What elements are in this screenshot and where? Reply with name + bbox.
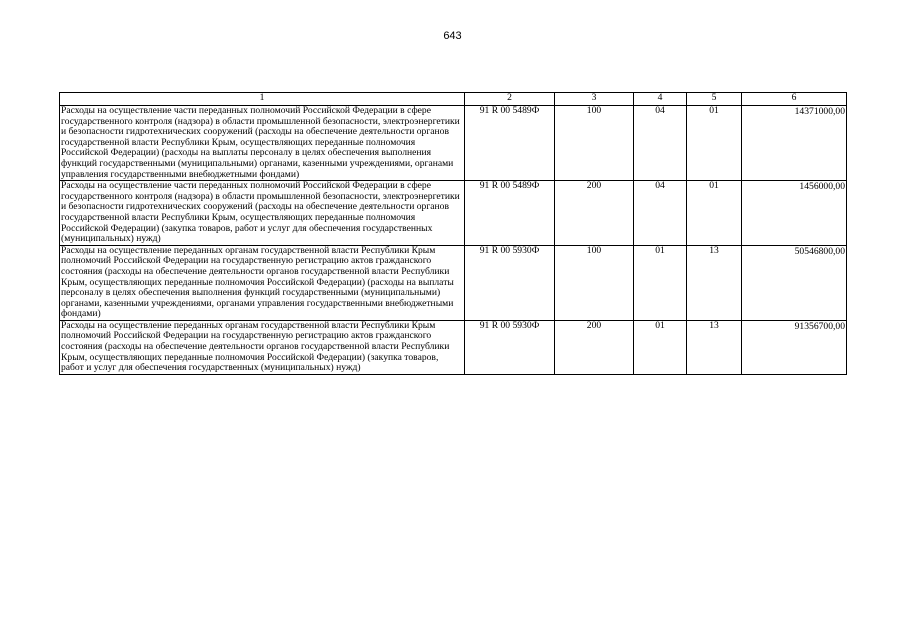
- row-amount-cell: [742, 181, 847, 246]
- budget-table: [59, 92, 847, 375]
- column-header-5: 5: [687, 93, 742, 106]
- table-row: [60, 245, 847, 320]
- row-code: 91 R 00 5930Ф: [465, 245, 555, 320]
- table-row: [60, 106, 847, 181]
- header-row: [60, 93, 847, 106]
- row-col3: 100: [555, 106, 634, 181]
- row-col3: 200: [555, 320, 634, 374]
- row-col5: 01: [687, 181, 742, 246]
- table-body: [60, 106, 847, 375]
- row-amount: 1456000,00: [799, 181, 845, 193]
- row-amount-cell: [742, 245, 847, 320]
- row-col5: 01: [687, 106, 742, 181]
- row-description: Расходы на осуществление части переданных полномочий Российской Федерации в сфере государственного контроля (надзора) в области промышленной безопасности, электроэнергетики и безопасности гидротехнических сооружений (расходы на обеспечение деятельности органов государственной власти Республики Крым, осуществляющих переданные полномочия Российской Федерации) (закупка товаров, работ и услуг для обеспечения государственных (муниципальных) нужд): [60, 181, 465, 246]
- row-amount-cell: [742, 106, 847, 181]
- row-description: Расходы на осуществление переданных органам государственной власти Республики Крым полномочий Российской Федерации на государственную регистрацию актов гражданского состояния (расходы на обеспечение деятельности органов государственной власти Республики Крым, осуществляющих переданные полномочия Российской Федерации) (расходы на выплаты персоналу в целях обеспечения выполнения функций государственными (муниципальными) органами, казенными учреждениями, органами управления государственными внебюджетными фондами): [60, 245, 465, 320]
- row-col3: 200: [555, 181, 634, 246]
- row-description: Расходы на осуществление части переданных полномочий Российской Федерации в сфере государственного контроля (надзора) в области промышленной безопасности, электроэнергетики и безопасности гидротехнических сооружений (расходы на обеспечение деятельности органов государственной власти Республики Крым, осуществляющих переданные полномочия Российской Федерации) (расходы на выплаты персоналу в целях обеспечения выполнения функций государственными (муниципальными) органами, казенными учреждениями, органами управления государственными внебюджетными фондами): [60, 106, 465, 181]
- row-amount: 91356700,00: [794, 320, 845, 332]
- column-header-2: 2: [465, 93, 555, 106]
- column-header-4: 4: [634, 93, 687, 106]
- row-amount: 14371000,00: [794, 106, 845, 117]
- row-col4: 04: [634, 181, 687, 246]
- table-row: [60, 181, 847, 246]
- row-col5: 13: [687, 320, 742, 374]
- page-number: 643: [443, 30, 462, 42]
- row-col3: 100: [555, 245, 634, 320]
- row-col4: 04: [634, 106, 687, 181]
- table-row: [60, 320, 847, 374]
- row-code: 91 R 00 5489Ф: [465, 106, 555, 181]
- row-amount-cell: [742, 320, 847, 374]
- column-header-1: 1: [60, 93, 465, 106]
- table-header: [60, 93, 847, 106]
- row-col4: 01: [634, 320, 687, 374]
- row-code: 91 R 00 5489Ф: [465, 181, 555, 246]
- row-col5: 13: [687, 245, 742, 320]
- row-description: Расходы на осуществление переданных органам государственной власти Республики Крым полномочий Российской Федерации на государственную регистрацию актов гражданского состояния (расходы на обеспечение деятельности органов государственной власти Республики Крым, осуществляющих переданные полномочия Российской Федерации) (закупка товаров, работ и услуг для обеспечения государственных (муниципальных) нужд): [60, 320, 465, 374]
- row-amount: 50546800,00: [794, 245, 845, 257]
- row-code: 91 R 00 5930Ф: [465, 320, 555, 374]
- column-header-3: 3: [555, 93, 634, 106]
- row-col4: 01: [634, 245, 687, 320]
- column-header-6: 6: [742, 93, 847, 106]
